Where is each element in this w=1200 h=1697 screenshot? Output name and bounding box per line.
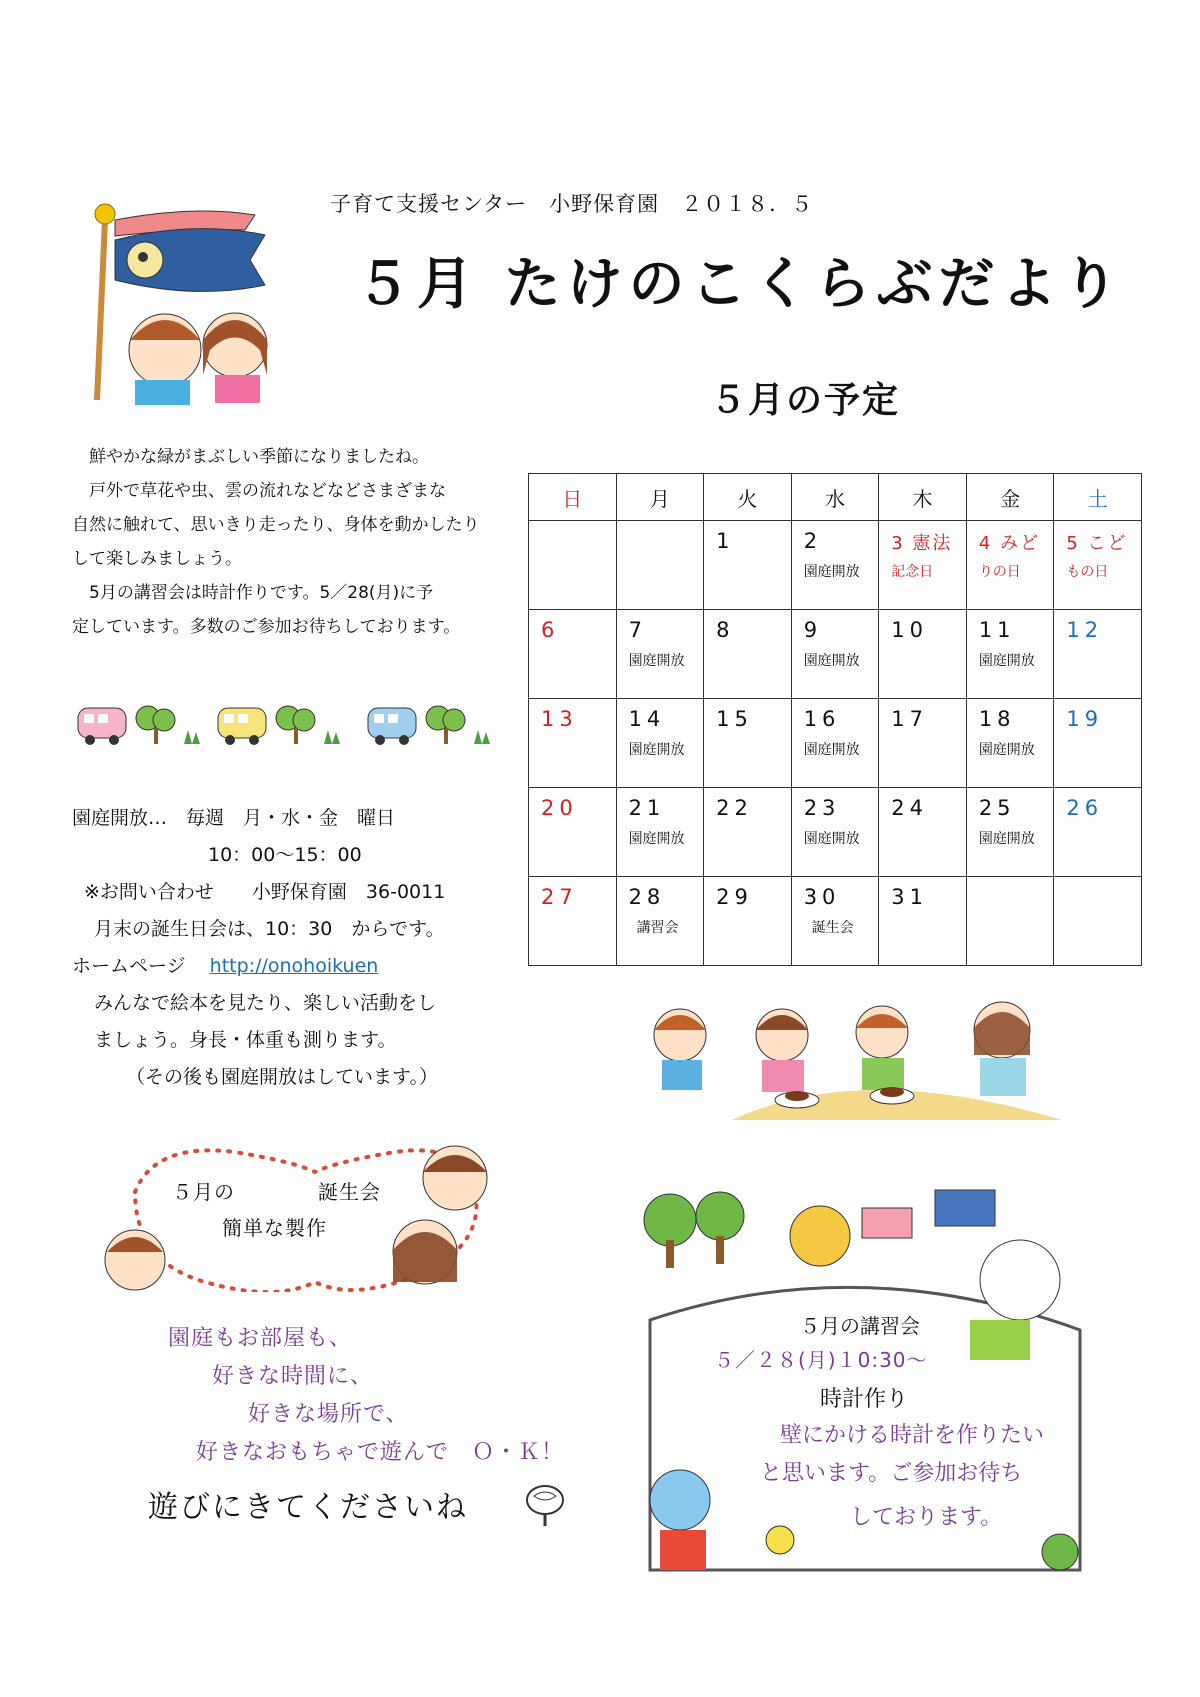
calendar-cell <box>966 788 1054 877</box>
lecture-topic: 時計作り <box>820 1387 909 1412</box>
day-number: 7 <box>628 618 647 642</box>
closing-message: 遊びにきてくださいね <box>148 1490 468 1525</box>
activity-line: みんなで絵本を見たり、楽しい活動をし <box>94 992 437 1014</box>
calendar-cell <box>616 788 704 877</box>
day-number: 23 <box>803 796 841 820</box>
calendar-cell <box>529 877 617 966</box>
calendar-cell <box>704 877 792 966</box>
day-note: 園庭開放 <box>628 742 685 758</box>
lecture-desc: 壁にかける時計を作りたい <box>780 1423 1045 1448</box>
calendar-cell <box>879 610 967 699</box>
day-number: 31 <box>891 885 928 909</box>
day-number: 9 <box>803 618 823 642</box>
calendar-cell <box>879 788 967 877</box>
koinobori-children-illustration <box>75 200 295 405</box>
calendar-cell <box>791 699 879 788</box>
day-number <box>629 529 698 561</box>
calendar-week <box>529 788 1142 877</box>
intro-line: 定しています。多数のご参加お待ちしております。 <box>72 617 461 637</box>
bus-tree-divider <box>76 700 496 750</box>
calendar-cell <box>1054 877 1142 966</box>
heart-event: 誕生会 <box>318 1180 381 1204</box>
intro-line: 戸外で草花や虫、雲の流れなどなどさまざまな <box>72 481 446 501</box>
calendar-week <box>529 521 1142 610</box>
weekday-thu: 木 <box>879 474 967 521</box>
day-note: りの日 <box>978 564 1021 580</box>
day-number: 19 <box>1066 707 1104 731</box>
fan-icon <box>522 1482 568 1528</box>
weekday-mon: 月 <box>616 474 704 521</box>
calendar-cell <box>616 699 704 788</box>
calendar-cell <box>1054 699 1142 788</box>
day-note: 園庭開放 <box>978 831 1035 847</box>
weekday-tue: 火 <box>704 474 792 521</box>
calendar-cell <box>791 521 879 610</box>
day-number: 21 <box>628 796 666 820</box>
calendar-weekday-row <box>529 474 1142 521</box>
calendar-cell <box>616 521 704 610</box>
day-number <box>541 529 610 561</box>
contact-info: ※お問い合わせ 小野保育園 36-0011 <box>84 881 446 903</box>
day-number: 12 <box>1066 618 1104 642</box>
day-number: 22 <box>716 796 753 820</box>
day-note: 園庭開放 <box>803 564 860 580</box>
day-note: 園庭開放 <box>803 742 860 758</box>
weekday-wed: 水 <box>791 474 879 521</box>
day-number: 4 みど <box>978 533 1040 554</box>
calendar-cell <box>791 788 879 877</box>
activity-line: ましょう。身長・体重も測ります。 <box>94 1029 397 1051</box>
day-note: 園庭開放 <box>978 742 1035 758</box>
day-note: 園庭開放 <box>628 831 685 847</box>
calendar-cell <box>529 699 617 788</box>
day-number: 14 <box>628 707 666 731</box>
calendar-cell <box>966 521 1054 610</box>
day-note: 講習会 <box>636 920 679 936</box>
calendar-week <box>529 877 1142 966</box>
intro-line: 5月の講習会は時計作りです。5／28(月)に予 <box>72 583 434 603</box>
day-number: 3 憲法 <box>891 533 953 554</box>
play-line: 園庭もお部屋も、 <box>168 1326 353 1351</box>
day-number: 16 <box>803 707 841 731</box>
day-number: 28 <box>628 885 666 909</box>
center-name-date: 子育て支援センター 小野保育園 ２０１８．５ <box>330 192 814 216</box>
day-note: 園庭開放 <box>628 653 685 669</box>
day-note: 園庭開放 <box>978 653 1035 669</box>
intro-line: して楽しみましょう。 <box>72 549 242 569</box>
intro-line: 自然に触れて、思いきり走ったり、身体を動かしたり <box>72 515 480 535</box>
calendar-cell <box>879 521 967 610</box>
day-number: 15 <box>716 707 753 731</box>
calendar-cell <box>704 610 792 699</box>
day-number: 27 <box>541 885 578 909</box>
day-number: 5 こど <box>1066 533 1128 554</box>
day-note: 園庭開放 <box>803 653 860 669</box>
play-line: 好きなおもちゃで遊んで Ｏ・Ｋ！ <box>196 1440 565 1465</box>
calendar-cell <box>966 699 1054 788</box>
calendar-cell <box>966 610 1054 699</box>
calendar-cell <box>529 610 617 699</box>
birthday-time: 月末の誕生日会は、10：30 からです。 <box>94 918 445 940</box>
day-number: 20 <box>541 796 578 820</box>
day-note: もの日 <box>1066 564 1109 580</box>
calendar-cell <box>704 521 792 610</box>
weekday-sat: 土 <box>1054 474 1142 521</box>
play-line: 好きな場所で、 <box>248 1402 409 1427</box>
lecture-desc: しております。 <box>850 1505 1003 1530</box>
calendar-cell <box>616 877 704 966</box>
day-number: 13 <box>541 707 578 731</box>
may-calendar <box>528 473 1142 966</box>
lecture-date: ５／２８(月)１0:30～ <box>714 1348 928 1372</box>
day-number: 10 <box>891 618 928 642</box>
calendar-cell <box>791 877 879 966</box>
day-note: 誕生会 <box>811 920 854 936</box>
calendar-cell <box>704 699 792 788</box>
day-number: 1 <box>716 529 735 553</box>
calendar-cell <box>879 877 967 966</box>
day-number: 26 <box>1066 796 1104 820</box>
activity-line: （その後も園庭開放はしています。） <box>126 1066 438 1088</box>
heart-month: ５月の <box>172 1180 235 1204</box>
children-eating-illustration <box>622 1000 1062 1120</box>
play-line: 好きな時間に、 <box>212 1364 374 1389</box>
calendar-cell <box>529 788 617 877</box>
open-garden-schedule: 園庭開放… 毎週 月・水・金 曜日 <box>72 807 396 829</box>
info-block <box>72 800 445 1096</box>
calendar-cell <box>966 877 1054 966</box>
day-note: 園庭開放 <box>803 831 860 847</box>
intro-line: 鮮やかな緑がまぶしい季節になりましたね。 <box>72 447 429 467</box>
calendar-cell <box>791 610 879 699</box>
calendar-cell <box>529 521 617 610</box>
weekday-sun: 日 <box>529 474 617 521</box>
day-number: 30 <box>803 885 841 909</box>
homepage-row <box>72 948 445 985</box>
day-note: 記念日 <box>891 564 934 580</box>
calendar-week <box>529 610 1142 699</box>
newsletter-title: ５月 たけのこくらぶだより <box>355 252 1125 317</box>
day-number: 11 <box>978 618 1016 642</box>
homepage-link[interactable]: http://onohoikuen <box>209 955 379 977</box>
day-number <box>1066 885 1135 917</box>
calendar-cell <box>1054 521 1142 610</box>
calendar-week <box>529 699 1142 788</box>
day-number: 6 <box>541 618 560 642</box>
day-number <box>979 885 1048 917</box>
open-garden-hours: 10：00～15：00 <box>208 844 362 866</box>
homepage-label: ホームページ <box>72 955 186 977</box>
day-number: 29 <box>716 885 753 909</box>
calendar-cell <box>704 788 792 877</box>
schedule-title: ５月の予定 <box>710 380 901 421</box>
heart-craft: 簡単な製作 <box>222 1216 327 1240</box>
day-number: 25 <box>978 796 1016 820</box>
lecture-title: ５月の講習会 <box>800 1314 920 1338</box>
day-number: 24 <box>891 796 928 820</box>
day-number: 2 <box>803 529 823 553</box>
intro-paragraph <box>72 440 512 644</box>
lecture-desc: と思います。ご参加お待ち <box>760 1461 1023 1486</box>
day-number: 18 <box>978 707 1016 731</box>
day-number: 8 <box>716 618 735 642</box>
calendar-cell <box>616 610 704 699</box>
calendar-cell <box>879 699 967 788</box>
day-number: 17 <box>891 707 928 731</box>
weekday-fri: 金 <box>966 474 1054 521</box>
calendar-cell <box>1054 610 1142 699</box>
calendar-cell <box>1054 788 1142 877</box>
